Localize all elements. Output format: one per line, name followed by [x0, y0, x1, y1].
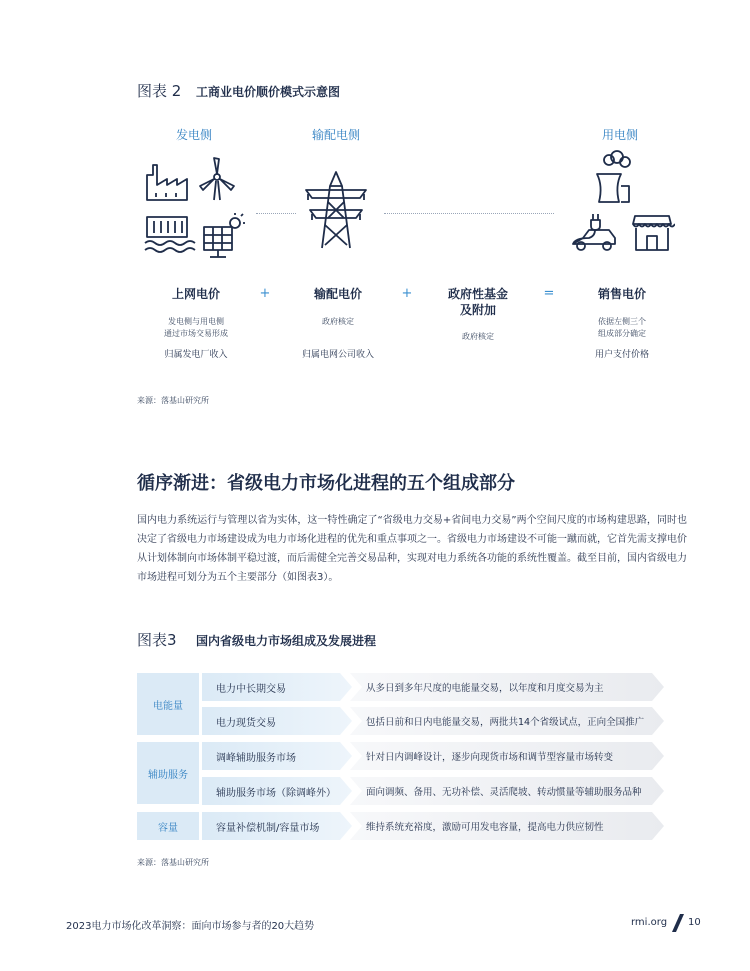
row-2-desc: 包括日前和日内电能量交易，两批共14个省级试点，正向全国推广: [366, 717, 645, 728]
power-plant-icon: [597, 151, 630, 202]
operator-plus-2: +: [401, 286, 413, 301]
solar-panel-icon: [204, 213, 245, 257]
row-4-name: 辅助服务市场（除调峰外）: [216, 787, 336, 799]
generation-icons: [142, 155, 252, 265]
wind-turbine-icon: [200, 158, 234, 200]
shop-icon: [633, 216, 675, 250]
section-paragraph: 国内电力系统运行与管理以省为实体，这一特性确定了“省级电力交易+省间电力交易”两个空间尺度的市场构建思路，同时也决定了省级电力市场建设成为电力市场化进程的优先和重点事项之一。省级电力市场建设不可能一蹴而就，它首先需支撑电价从计划体制向市场体制平稳过渡，而后需健全完善交易品种，实现对电力系统各功能的系统性覆盖。截至目前，国内省级电力市场进程可划分为五个主要部分（如图表3）。: [137, 515, 687, 583]
footer-page-number: 10: [688, 917, 701, 928]
income-grid-company: 归属电网公司收入: [301, 350, 374, 360]
figure2-title: 工商业电价顺价模式示意图: [196, 85, 341, 99]
income-power-plant: 归属发电厂收入: [164, 350, 228, 360]
footer-slash-icon: [672, 913, 684, 933]
row-1-name: 电力中长期交易: [216, 683, 286, 695]
term-retail-price: 销售电价: [597, 287, 646, 301]
operator-plus-1: +: [259, 286, 271, 301]
desc-transmission-price: 政府核定: [322, 317, 354, 326]
connector-dots-right: [384, 213, 554, 214]
row-3-desc: 针对日内调峰设计，逐步向现货市场和调节型容量市场转变: [366, 752, 614, 763]
desc-retail-price: 依据左侧三个 组成部分确定: [598, 317, 646, 338]
plug-icon: [591, 214, 600, 230]
category-energy: 电能量: [137, 673, 199, 735]
footer-report-title: 2023电力市场化改革洞察：面向市场参与者的20大趋势: [66, 921, 315, 932]
category-capacity: 容量: [137, 812, 199, 840]
figure3-label: 图表3: [137, 631, 177, 649]
desc-grid-price: 发电侧与用电侧 通过市场交易形成: [164, 317, 228, 338]
section-heading: 循序渐进：省级电力市场化进程的五个组成部分: [137, 473, 515, 494]
row-3-name: 调峰辅助服务市场: [216, 752, 296, 764]
operator-equals: =: [543, 286, 555, 301]
connector-dots-left: [256, 213, 296, 214]
term-transmission-price: 输配电价: [313, 287, 362, 301]
term-grid-price: 上网电价: [171, 287, 220, 301]
row-4-desc: 面向调频、备用、无功补偿、灵活爬坡、转动惯量等辅助服务品种: [366, 787, 642, 798]
row-5-name: 容量补偿机制/容量市场: [216, 822, 320, 834]
figure3-source: 来源：落基山研究所: [137, 858, 209, 867]
figure2-source: 来源：落基山研究所: [137, 396, 209, 405]
category-ancillary: 辅助服务: [137, 742, 199, 804]
consumption-icons: [565, 150, 675, 256]
figure2-label: 图表 2: [137, 82, 182, 100]
desc-government-funds: 政府核定: [462, 332, 494, 341]
column-generation-side: 发电侧: [175, 128, 212, 142]
row-5-desc: 维持系统充裕度，激励可用发电容量，提高电力供应韧性: [366, 822, 604, 833]
row-2-name: 电力现货交易: [216, 717, 276, 729]
figure3-title: 国内省级电力市场组成及发展进程: [196, 634, 377, 648]
income-user-payment: 用户支付价格: [594, 350, 649, 360]
column-consumption-side: 用电侧: [601, 128, 638, 142]
hydro-dam-icon: [145, 217, 195, 252]
electric-car-icon: [573, 230, 615, 250]
row-1-desc: 从多日到多年尺度的电能量交易，以年度和月度交易为主: [366, 683, 604, 694]
transmission-tower-icon: [300, 170, 372, 252]
footer-site[interactable]: rmi.org: [631, 917, 668, 928]
term-government-funds: 政府性基金 及附加: [447, 287, 508, 317]
factory-icon: [147, 165, 187, 200]
column-transmission-side: 输配电侧: [311, 128, 360, 142]
